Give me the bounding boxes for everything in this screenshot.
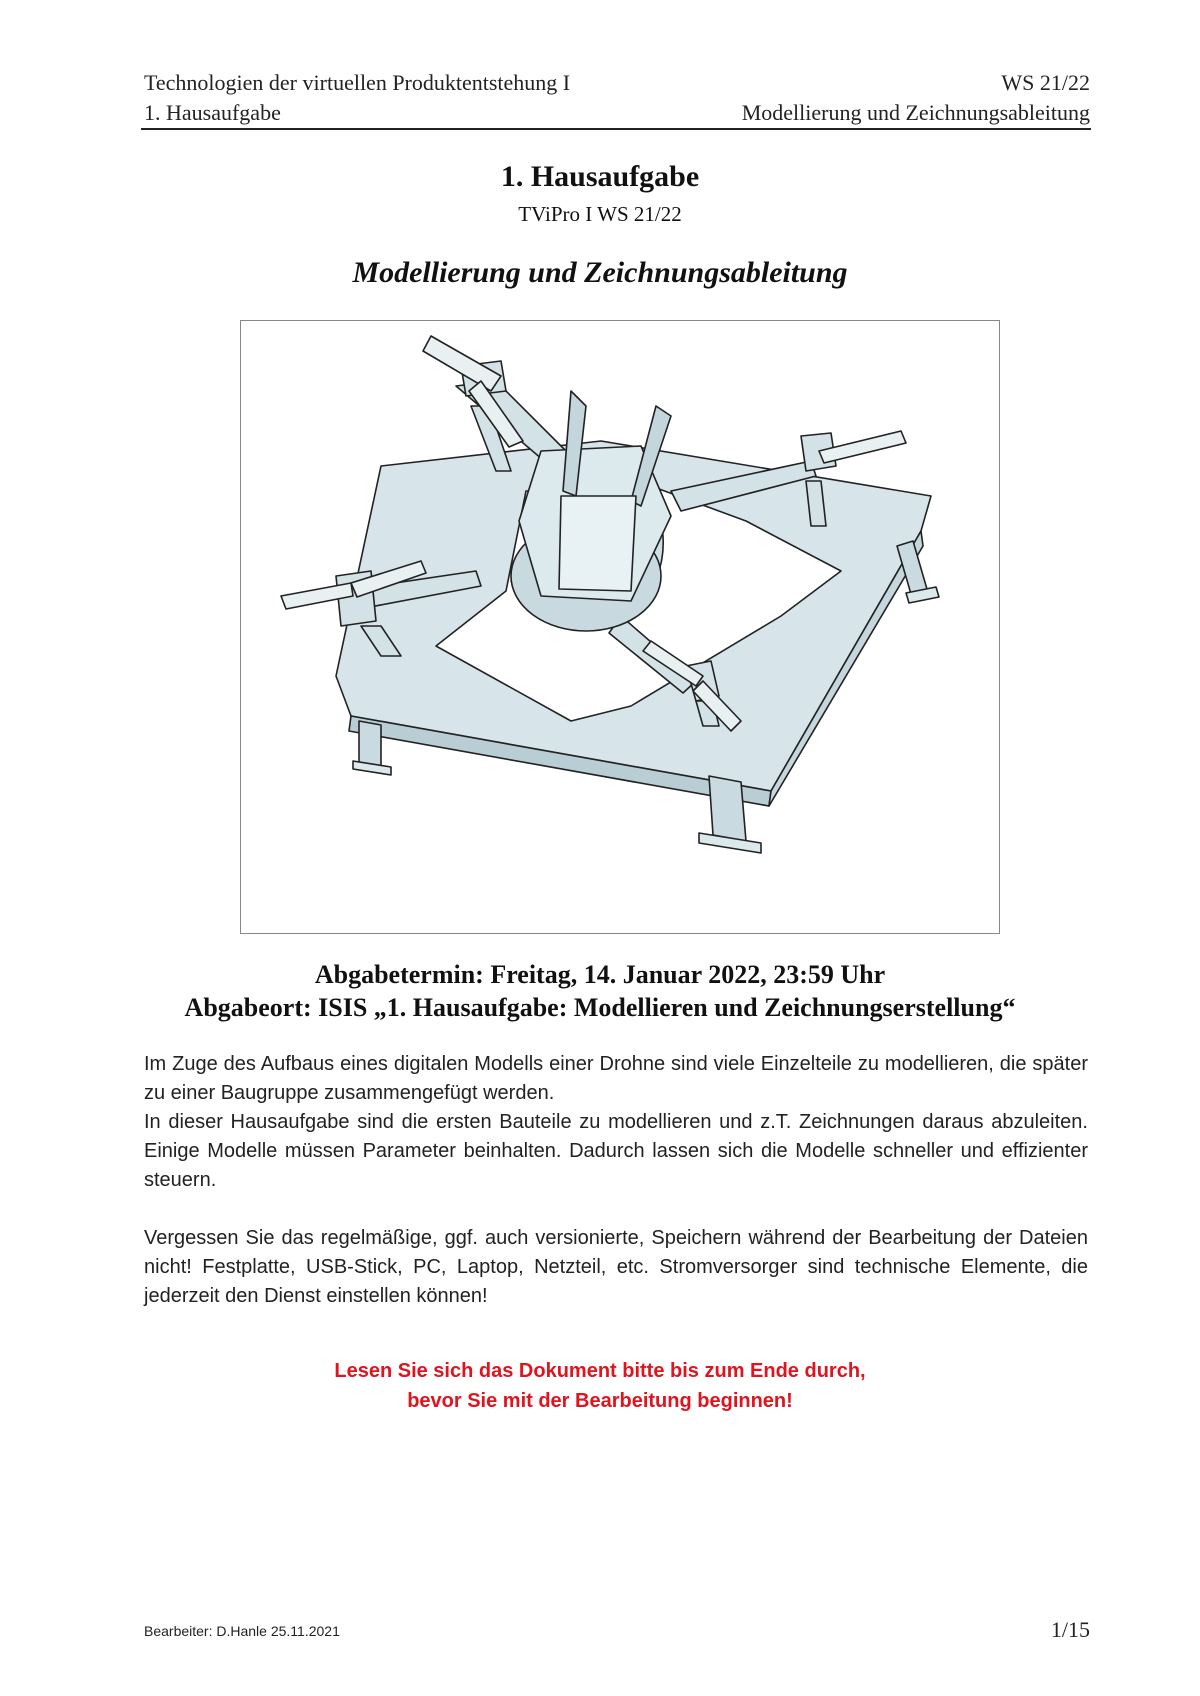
header-assignment: 1. Hausaufgabe xyxy=(144,100,281,125)
drone-figure xyxy=(240,320,1000,934)
reminder-paragraph: Vergessen Sie das regelmäßige, ggf. auch versionierte, Speichern während der Bearbeitung der Dateien nicht! Festplatte, USB-Stick, PC, Laptop, Netzteil, etc. Stromversorger sind technische Elemente, die jederzeit den Dienst einstellen können! xyxy=(144,1227,1088,1307)
paragraph-1: Im Zuge des Aufbaus eines digitalen Modells einer Drohne sind viele Einzelteile zu modellieren, die später zu einer Baugruppe zusammengefügt werden. xyxy=(144,1053,1088,1104)
paragraph-2: In dieser Hausaufgabe sind die ersten Bauteile zu modellieren und z.T. Zeichnungen daraus abzuleiten. Einige Modelle müssen Parameter beinhalten. Dadurch lassen sich die Modelle schneller und effizienter steuern. xyxy=(144,1111,1088,1191)
footer-editor: Bearbeiter: D.Hanle 25.11.2021 xyxy=(144,1623,340,1639)
header-topic: Modellierung und Zeichnungsableitung xyxy=(741,100,1090,125)
submission-location: Abgabeort: ISIS „1. Hausaufgabe: Modellieren und Zeichnungserstellung“ xyxy=(184,993,1016,1022)
page-title: 1. Hausaufgabe xyxy=(500,160,700,193)
drone-model-illustration-icon xyxy=(241,321,999,933)
warning-line-2: bevor Sie mit der Bearbeitung beginnen! xyxy=(407,1390,793,1412)
page-number: 1/15 xyxy=(1050,1617,1090,1642)
topic-heading: Modellierung und Zeichnungsableitung xyxy=(352,256,848,289)
header-semester: WS 21/22 xyxy=(1001,70,1090,95)
warning-line-1: Lesen Sie sich das Dokument bitte bis zum Ende durch, xyxy=(334,1360,866,1382)
page-subtitle: TViPro I WS 21/22 xyxy=(518,202,682,226)
header-course: Technologien der virtuellen Produktentstehung I xyxy=(144,70,571,95)
deadline: Abgabetermin: Freitag, 14. Januar 2022, 23:59 Uhr xyxy=(314,960,886,989)
header-divider xyxy=(141,128,1091,130)
intro-paragraph xyxy=(144,1050,1088,1195)
